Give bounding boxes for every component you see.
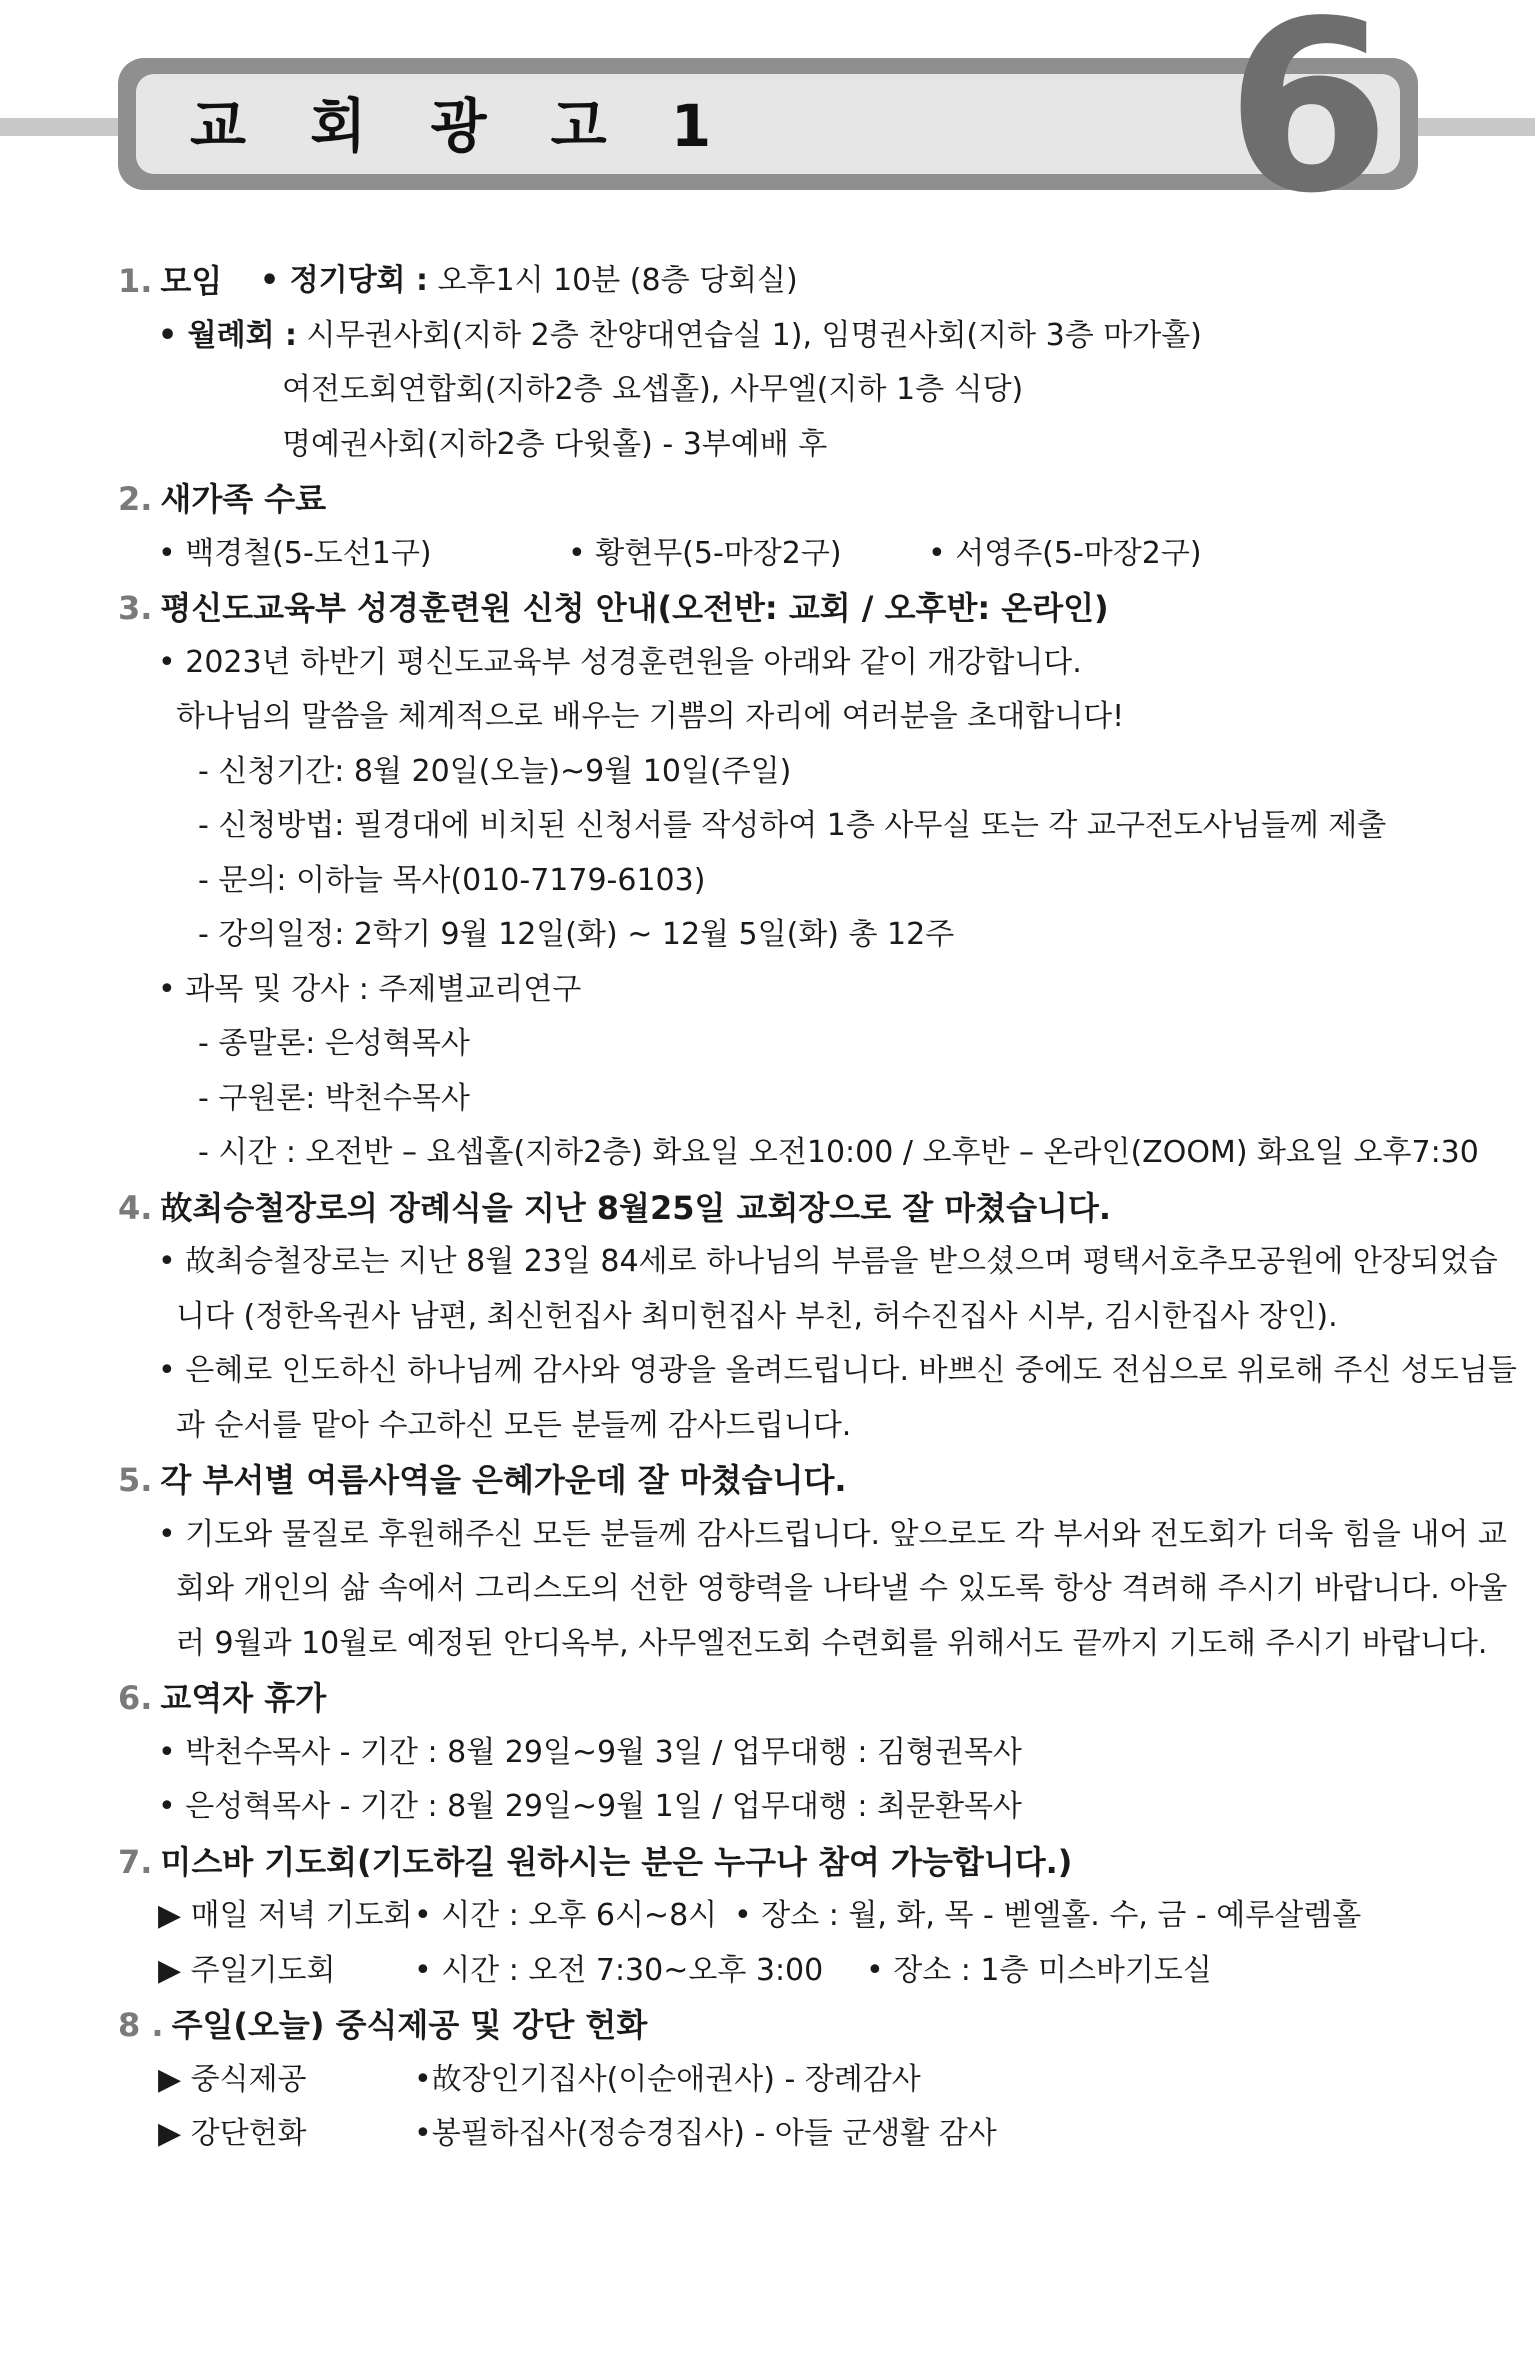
- event-time: • 시간 : 오전 7:30~오후 3:00: [414, 1952, 824, 1988]
- item-text: •봉필하집사(정승경집사) - 아들 군생활 감사: [414, 2116, 997, 2151]
- text: 여전도회연합회(지하2층 요셉홀), 사무엘(지하 1층 식당): [282, 372, 1024, 407]
- item-label: ▶ 중식제공: [158, 2061, 307, 2097]
- label: • 정기당회 :: [260, 263, 428, 298]
- person: • 황현무(5-마장2구): [568, 535, 842, 571]
- list-item: • 기도와 물질로 후원해주신 모든 분들께 감사드립니다. 앞으로도 각 부서와 전도회가 더욱 힘을 내어 교: [158, 1516, 1507, 1552]
- section-4-heading: [118, 1181, 1418, 1236]
- list-item: • 은성혁목사 - 기간 : 8월 29일~9월 1일 / 업무대행 : 최문환목사: [158, 1789, 1022, 1824]
- list-item: - 시간 : 오전반 – 요셉홀(지하2층) 화요일 오전10:00 / 오후반 – 온라인(ZOOM) 화요일 오후7:30: [198, 1135, 1479, 1170]
- section-2-heading: [118, 472, 1418, 527]
- section-number: 1.: [118, 262, 153, 300]
- section-1-heading: [118, 254, 1418, 309]
- section-title: 모임: [160, 262, 223, 300]
- section-title: 故최승철장로의 장례식을 지난 8월25일 교회장으로 잘 마쳤습니다.: [160, 1188, 1112, 1227]
- section-5-heading: [118, 1453, 1418, 1508]
- person: • 백경철(5-도선1구): [158, 535, 432, 571]
- section-7-heading: [118, 1835, 1418, 1890]
- list-item: 과 순서를 맡아 수고하신 모든 분들께 감사드립니다.: [176, 1407, 852, 1443]
- list-item: - 종말론: 은성혁목사: [198, 1026, 470, 1061]
- section-title: 주일(오늘) 중식제공 및 강단 헌화: [171, 2006, 648, 2044]
- list-item: [118, 527, 1418, 582]
- section-number: 2.: [118, 480, 153, 518]
- list-item: 하나님의 말씀을 체계적으로 배우는 기쁨의 자리에 여러분을 초대합니다!: [176, 699, 1125, 734]
- event-place: • 장소 : 월, 화, 목 - 벧엘홀. 수, 금 - 예루살렘홀: [734, 1898, 1362, 1933]
- event-place: • 장소 : 1층 미스바기도실: [866, 1952, 1212, 1988]
- list-item: [118, 2053, 1418, 2108]
- list-item: • 故최승철장로는 지난 8월 23일 84세로 하나님의 부름을 받으셨으며 평택서호추모공원에 안장되었습: [158, 1244, 1498, 1279]
- page-number: 6: [1226, 0, 1391, 245]
- list-item: - 신청방법: 필경대에 비치된 신청서를 작성하여 1층 사무실 또는 각 교구전도사님들께 제출: [198, 808, 1387, 843]
- list-item: [118, 363, 1418, 418]
- list-item: [118, 2107, 1418, 2162]
- list-item: 러 9월과 10월로 예정된 안디옥부, 사무엘전도회 수련회를 위해서도 끝까지 기도해 주시기 바랍니다.: [176, 1625, 1488, 1661]
- section-title: 각 부서별 여름사역을 은혜가운데 잘 마쳤습니다.: [160, 1461, 847, 1499]
- announcements: [118, 254, 1517, 2162]
- event-name: ▶ 주일기도회: [158, 1952, 336, 1988]
- section-title: 교역자 휴가: [160, 1679, 327, 1717]
- section-title: 미스바 기도회(기도하길 원하시는 분은 누구나 참여 가능합니다.): [160, 1842, 1073, 1881]
- list-item: [118, 1889, 1418, 1944]
- list-item: • 과목 및 강사 : 주제별교리연구: [158, 971, 582, 1007]
- list-item: [118, 418, 1418, 473]
- item-label: ▶ 강단헌화: [158, 2116, 307, 2151]
- list-item: • 은혜로 인도하신 하나님께 감사와 영광을 올려드립니다. 바쁘신 중에도 전심으로 위로해 주신 성도님들: [158, 1353, 1517, 1388]
- list-item: 니다 (정한옥권사 남편, 최신헌집사 최미헌집사 부친, 허수진집사 시부, 김시한집사 장인).: [176, 1298, 1338, 1334]
- text: 시무권사회(지하 2층 찬양대연습실 1), 임명권사회(지하 3층 마가홀): [297, 317, 1202, 353]
- section-number: 5.: [118, 1461, 153, 1499]
- section-number: 6.: [118, 1679, 153, 1717]
- event-name: ▶ 매일 저녁 기도회: [158, 1898, 413, 1933]
- person: • 서영주(5-마장2구): [928, 535, 1202, 571]
- section-number: 4.: [118, 1188, 153, 1227]
- section-3-heading: [118, 581, 1418, 636]
- section-title: 평신도교육부 성경훈련원 신청 안내(오전반: 교회 / 오후반: 온라인): [160, 589, 1109, 627]
- list-item: [118, 309, 1418, 364]
- event-time: • 시간 : 오후 6시~8시: [414, 1898, 718, 1933]
- item-text: •故장인기집사(이순애권사) - 장례감사: [414, 2061, 921, 2097]
- label: • 월례회 :: [158, 317, 298, 353]
- list-item: 회와 개인의 삶 속에서 그리스도의 선한 영향력을 나타낼 수 있도록 항상 격려해 주시기 바랍니다. 아울: [176, 1571, 1508, 1606]
- list-item: - 신청기간: 8월 20일(오늘)~9월 10일(주일): [198, 753, 792, 789]
- list-item: • 2023년 하반기 평신도교육부 성경훈련원을 아래와 같이 개강합니다.: [158, 644, 1082, 680]
- list-item: • 박천수목사 - 기간 : 8월 29일~9월 3일 / 업무대행 : 김형권목사: [158, 1734, 1022, 1770]
- list-item: - 문의: 이하늘 목사(010-7179-6103): [198, 862, 706, 898]
- list-item: - 구원론: 박천수목사: [198, 1080, 470, 1116]
- section-6-heading: [118, 1671, 1418, 1726]
- text: 오후1시 10분 (8층 당회실): [427, 263, 798, 298]
- section-number: 8 .: [118, 2006, 164, 2044]
- text: 명예권사회(지하2층 다윗홀) - 3부예배 후: [282, 426, 828, 462]
- section-number: 7.: [118, 1842, 153, 1881]
- list-item: [118, 1944, 1418, 1999]
- page-title: 교 회 광 고 1: [190, 92, 734, 160]
- list-item: - 강의일정: 2학기 9월 12일(화) ~ 12월 5일(화) 총 12주: [198, 917, 955, 952]
- section-8-heading: [118, 1998, 1418, 2053]
- section-title: 새가족 수료: [160, 480, 327, 518]
- section-number: 3.: [118, 589, 153, 627]
